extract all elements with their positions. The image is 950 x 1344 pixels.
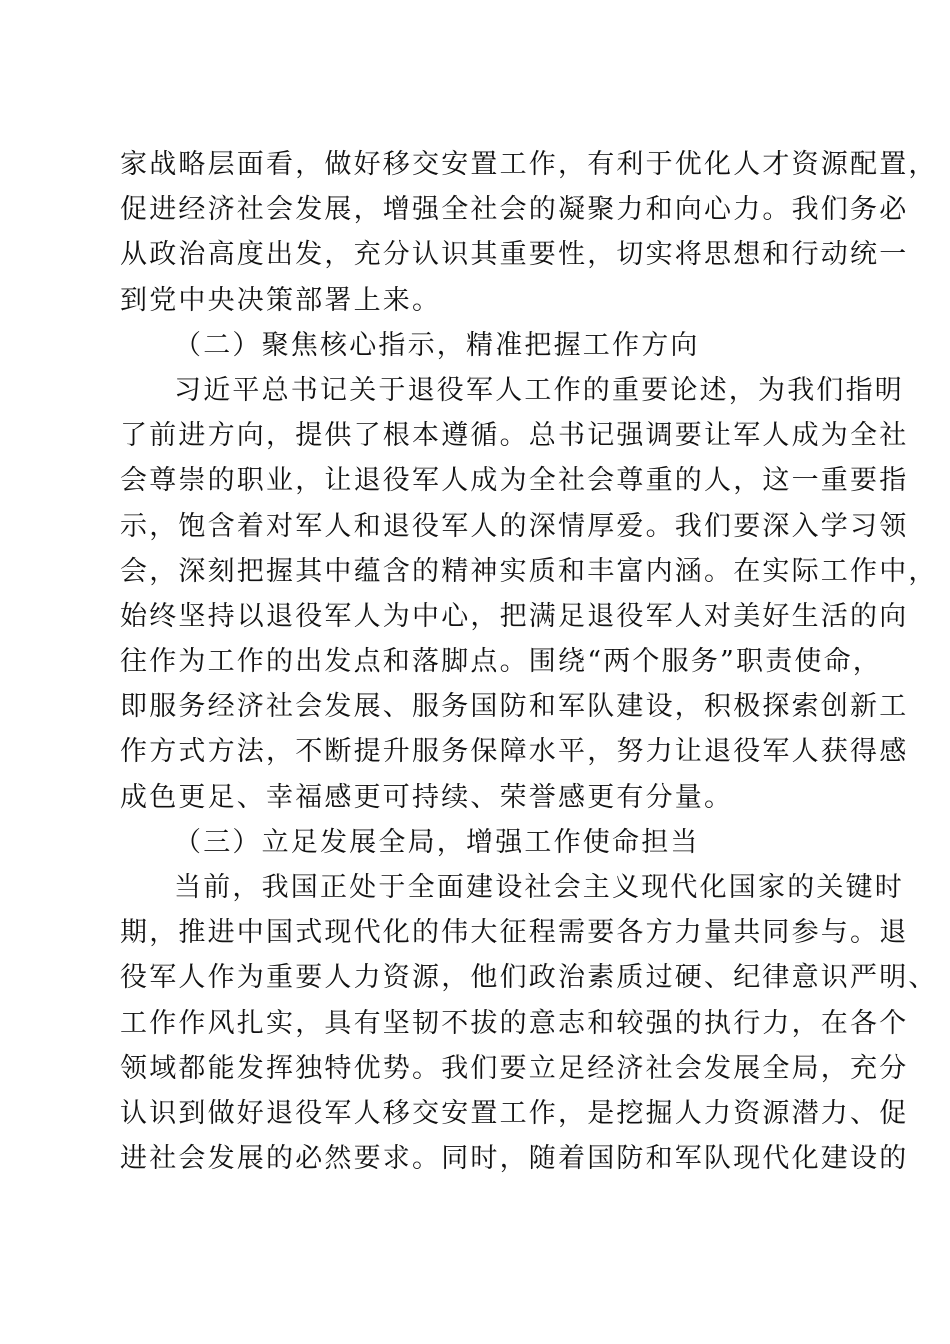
text-line: 往作为工作的出发点和落脚点。围绕“两个服务”职责使命，	[120, 646, 883, 678]
text-line: 作方式方法，不断提升服务保障水平，努力让退役军人获得感	[120, 736, 909, 768]
text-line: 期，推进中国式现代化的伟大征程需要各方力量共同参与。退	[120, 917, 909, 949]
text-line: 促进经济社会发展，增强全社会的凝聚力和向心力。我们务必	[120, 194, 909, 226]
text-line: 成色更足、幸福感更可持续、荣誉感更有分量。	[120, 781, 734, 813]
text-line: 进社会发展的必然要求。同时，随着国防和军队现代化建设的	[120, 1143, 909, 1175]
text-line: 会尊崇的职业，让退役军人成为全社会尊重的人，这一重要指	[120, 465, 909, 497]
section-heading: （三）立足发展全局，增强工作使命担当	[174, 826, 700, 858]
text-line: 始终坚持以退役军人为中心，把满足退役军人对美好生活的向	[120, 600, 909, 632]
body-text	[120, 142, 938, 1181]
text-line: 即服务经济社会发展、服务国防和军队建设，积极探索创新工	[120, 691, 909, 723]
section-heading: （二）聚焦核心指示，精准把握工作方向	[174, 329, 700, 361]
text-line: 到党中央决策部署上来。	[120, 284, 442, 316]
paragraph-first-line: 当前，我国正处于全面建设社会主义现代化国家的关键时	[174, 872, 904, 903]
text-line: 役军人作为重要人力资源，他们政治素质过硬、纪律意识严明、	[120, 962, 938, 994]
paragraph-first-line: 习近平总书记关于退役军人工作的重要论述，为我们指明	[174, 374, 904, 406]
text-line: 工作作风扎实，具有坚韧不拔的意志和较强的执行力，在各个	[120, 1007, 909, 1039]
text-line: 领域都能发挥独特优势。我们要立足经济社会发展全局，充分	[120, 1052, 909, 1084]
text-line: 家战略层面看，做好移交安置工作，有利于优化人才资源配置，	[120, 149, 938, 180]
text-line: 示，饱含着对军人和退役军人的深情厚爱。我们要深入学习领	[120, 510, 909, 542]
text-line: 认识到做好退役军人移交安置工作，是挖掘人力资源潜力、促	[120, 1097, 909, 1129]
text-line: 了前进方向，提供了根本遵循。总书记强调要让军人成为全社	[120, 420, 909, 452]
text-line: 会，深刻把握其中蕴含的精神实质和丰富内涵。在实际工作中，	[120, 555, 938, 587]
text-line: 从政治高度出发，充分认识其重要性，切实将思想和行动统一	[120, 239, 909, 271]
